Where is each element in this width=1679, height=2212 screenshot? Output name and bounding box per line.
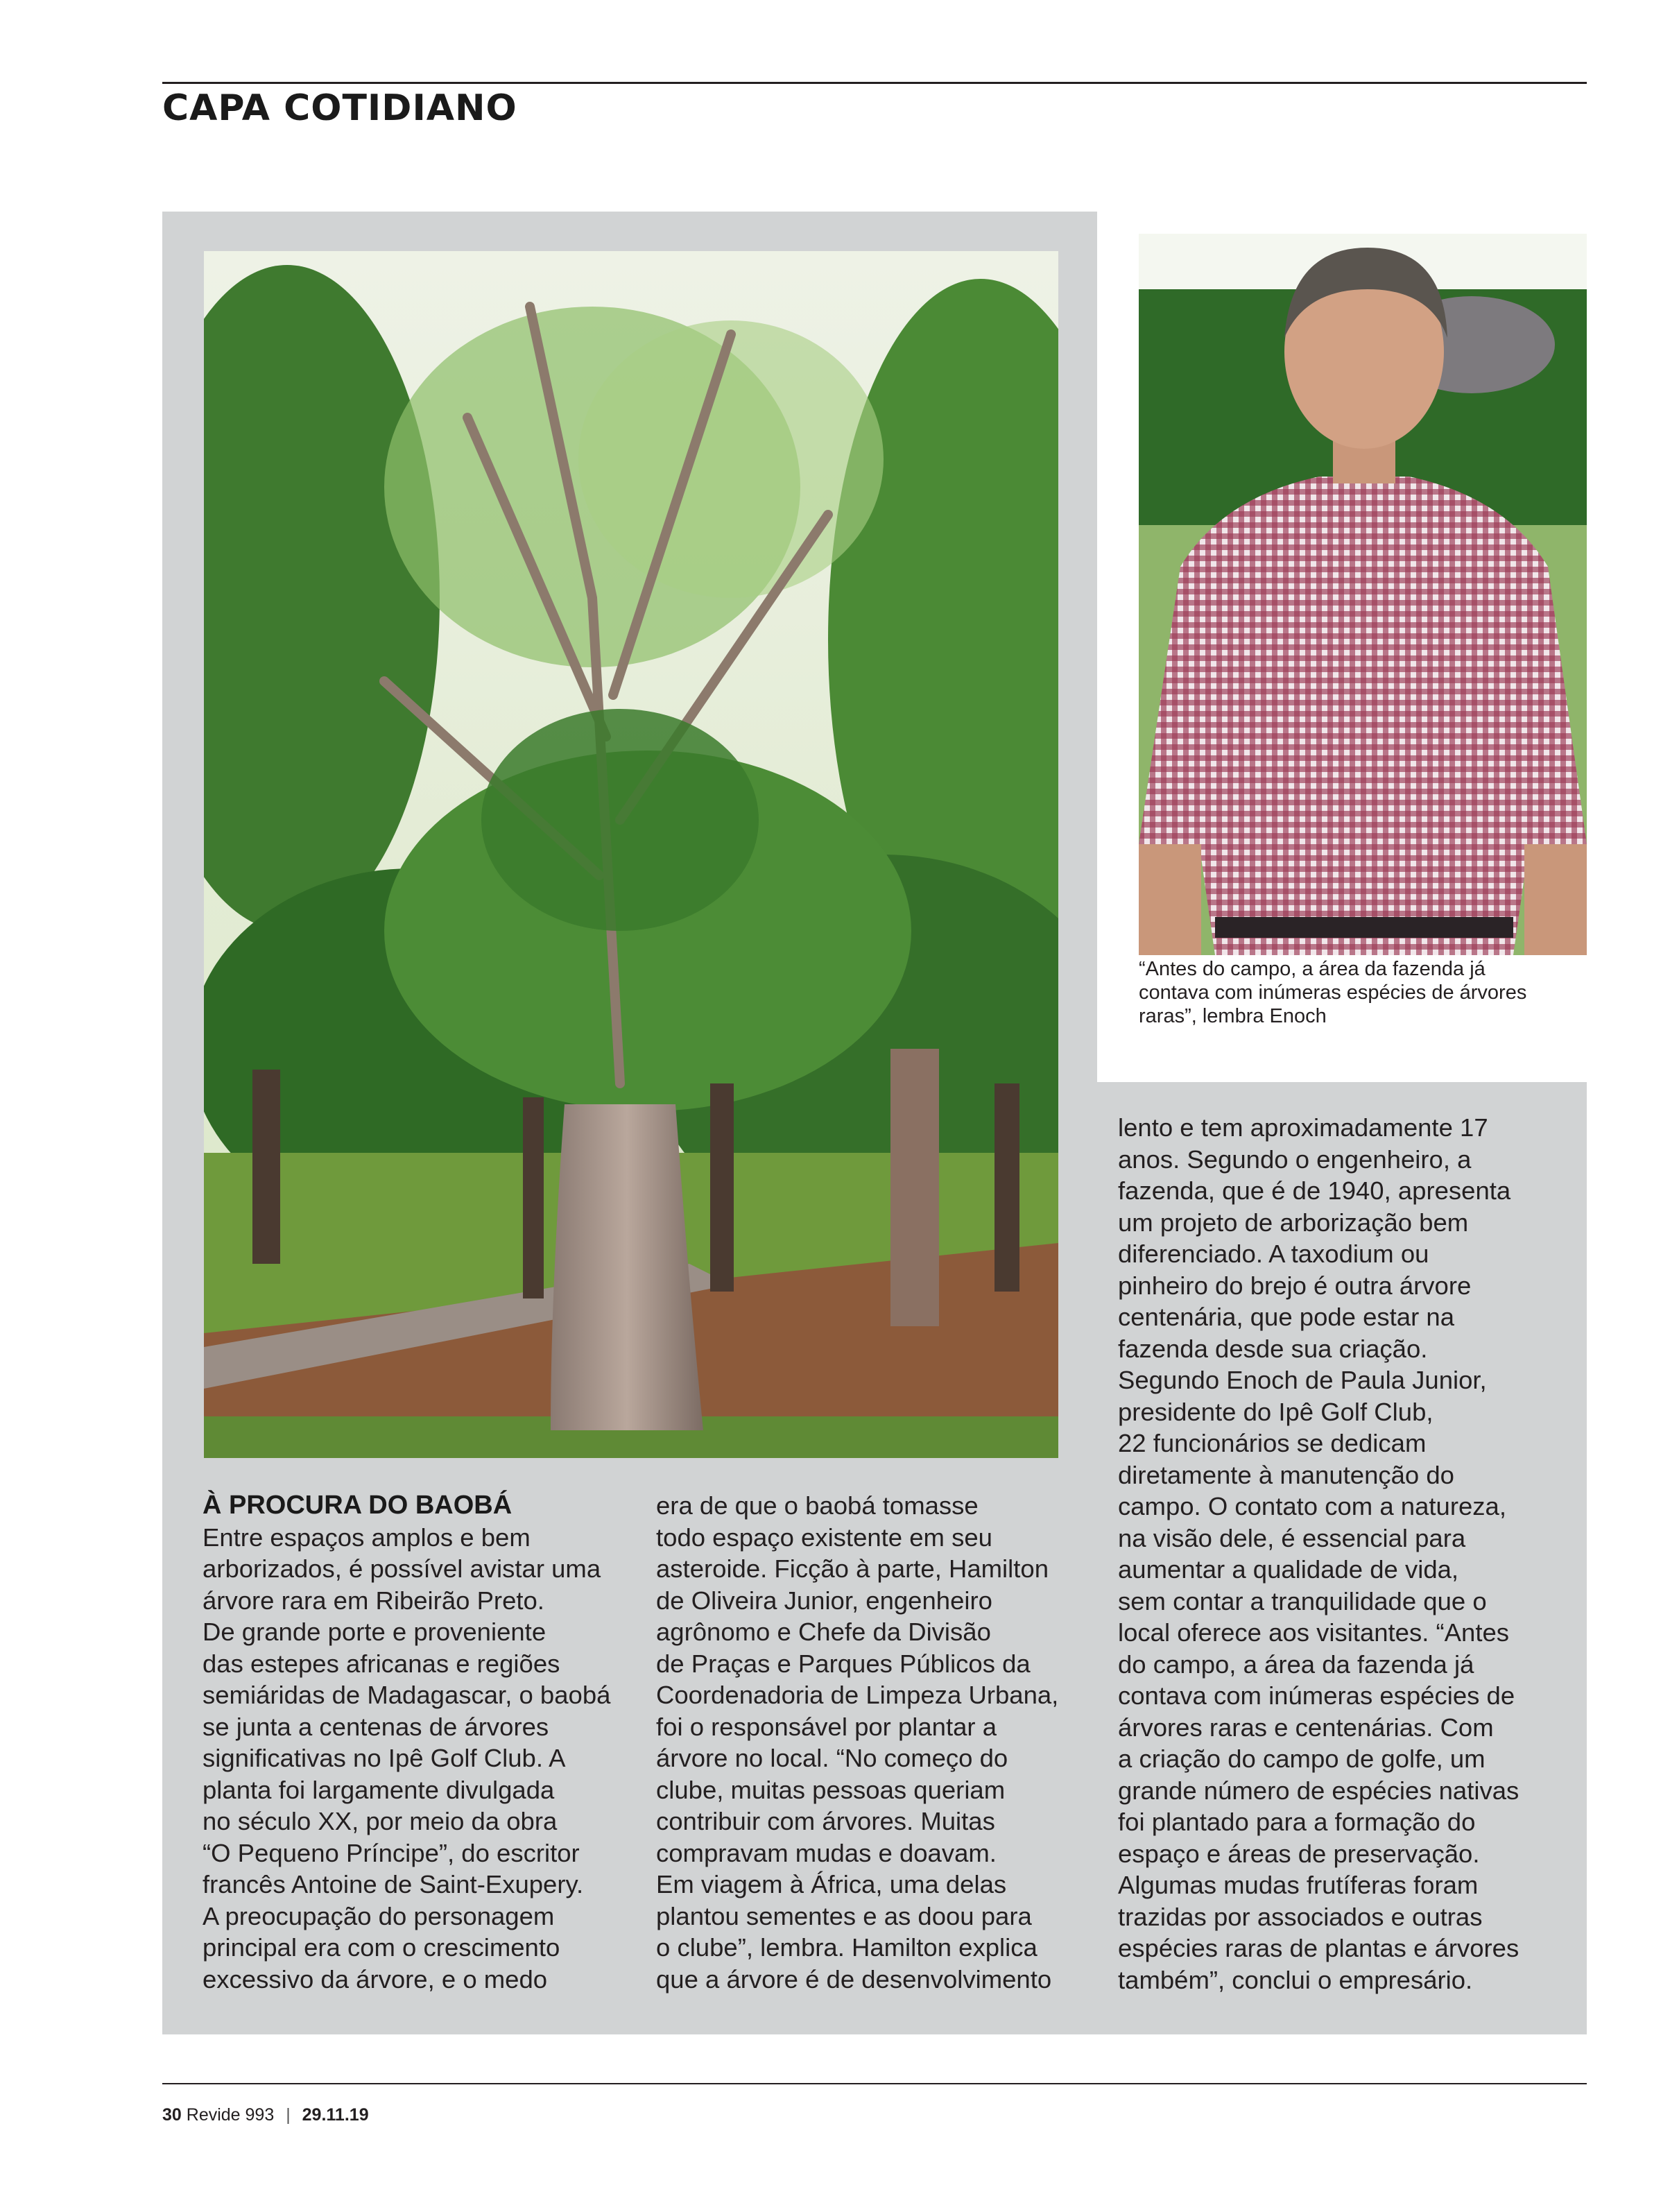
article-subhead: À PROCURA DO BAOBÁ — [203, 1491, 513, 1520]
article-column-1 — [203, 1490, 619, 1995]
issue-date: 29.11.19 — [302, 2105, 369, 2125]
magazine-issue: Revide 993 — [186, 2105, 275, 2125]
article-column-3 — [1118, 1112, 1562, 1996]
portrait-caption: “Antes do campo, a área da fazenda já contava com inúmeras espécies de árvores raras”, lembra Enoch — [1139, 958, 1527, 1027]
article-text-1: Entre espaços amplos e bem arborizados, é possível avistar uma árvore rara em Ribeirão Preto. De grande porte e proveniente das estepes africanas e regiões semiáridas de Madagascar, o baobá se junta a centenas de árvores significativas no Ipê Golf Club. A planta foi largamente divulgada no século XX, por meio da obra “O Pequeno Príncipe”, do escritor francês Antoine de Saint-Exupery. A preocupação do personagem principal era com o crescimento excessivo da árvore, e o medo — [203, 1523, 611, 1994]
top-rule — [162, 82, 1587, 84]
article-text-2: era de que o baobá tomasse todo espaço existente em seu asteroide. Ficção à parte, Hamilton de Oliveira Junior, engenheiro agrônomo e Chefe da Divisão de Praças e Parques Públicos da Coordenadoria de Limpeza Urbana, foi o responsável por plantar a árvore no local. “No começo do clube, muitas pessoas queriam contribuir com árvores. Muitas compravam mudas e doavam. Em viagem à África, uma delas plantou sementes e as doou para o clube”, lembra. Hamilton explica que a árvore é de desenvolvimento — [656, 1491, 1059, 1994]
section-title: CAPA COTIDIANO — [162, 87, 517, 129]
page-number: 30 — [162, 2105, 182, 2125]
article-column-2 — [656, 1490, 1072, 1995]
bottom-rule — [162, 2083, 1587, 2084]
footer-separator: | — [286, 2105, 291, 2125]
portrait-photo — [1139, 234, 1587, 955]
page-footer — [162, 2105, 369, 2125]
article-text-3: lento e tem aproximadamente 17 anos. Segundo o engenheiro, a fazenda, que é de 1940, apresenta um projeto de arborização bem diferenciado. A taxodium ou pinheiro do brejo é outra árvore centenária, que pode estar na fazenda desde sua criação. Segundo Enoch de Paula Junior, presidente do Ipê Golf Club, 22 funcionários se dedicam diretamente à manutenção do campo. O contato com a natureza, na visão dele, é essencial para aumentar a qualidade de vida, sem contar a tranquilidade que o local oferece aos visitantes. “Antes do campo, a área da fazenda já contava com inúmeras espécies de árvores raras e centenárias. Com a criação do campo de golfe, um grande número de espécies nativas foi plantado para a formação do espaço e áreas de preservação. Algumas mudas frutíferas foram trazidas por associados e outras espécies raras de plantas e árvores também”, conclui o empresário. — [1118, 1113, 1519, 1994]
baobab-photo — [204, 251, 1058, 1458]
